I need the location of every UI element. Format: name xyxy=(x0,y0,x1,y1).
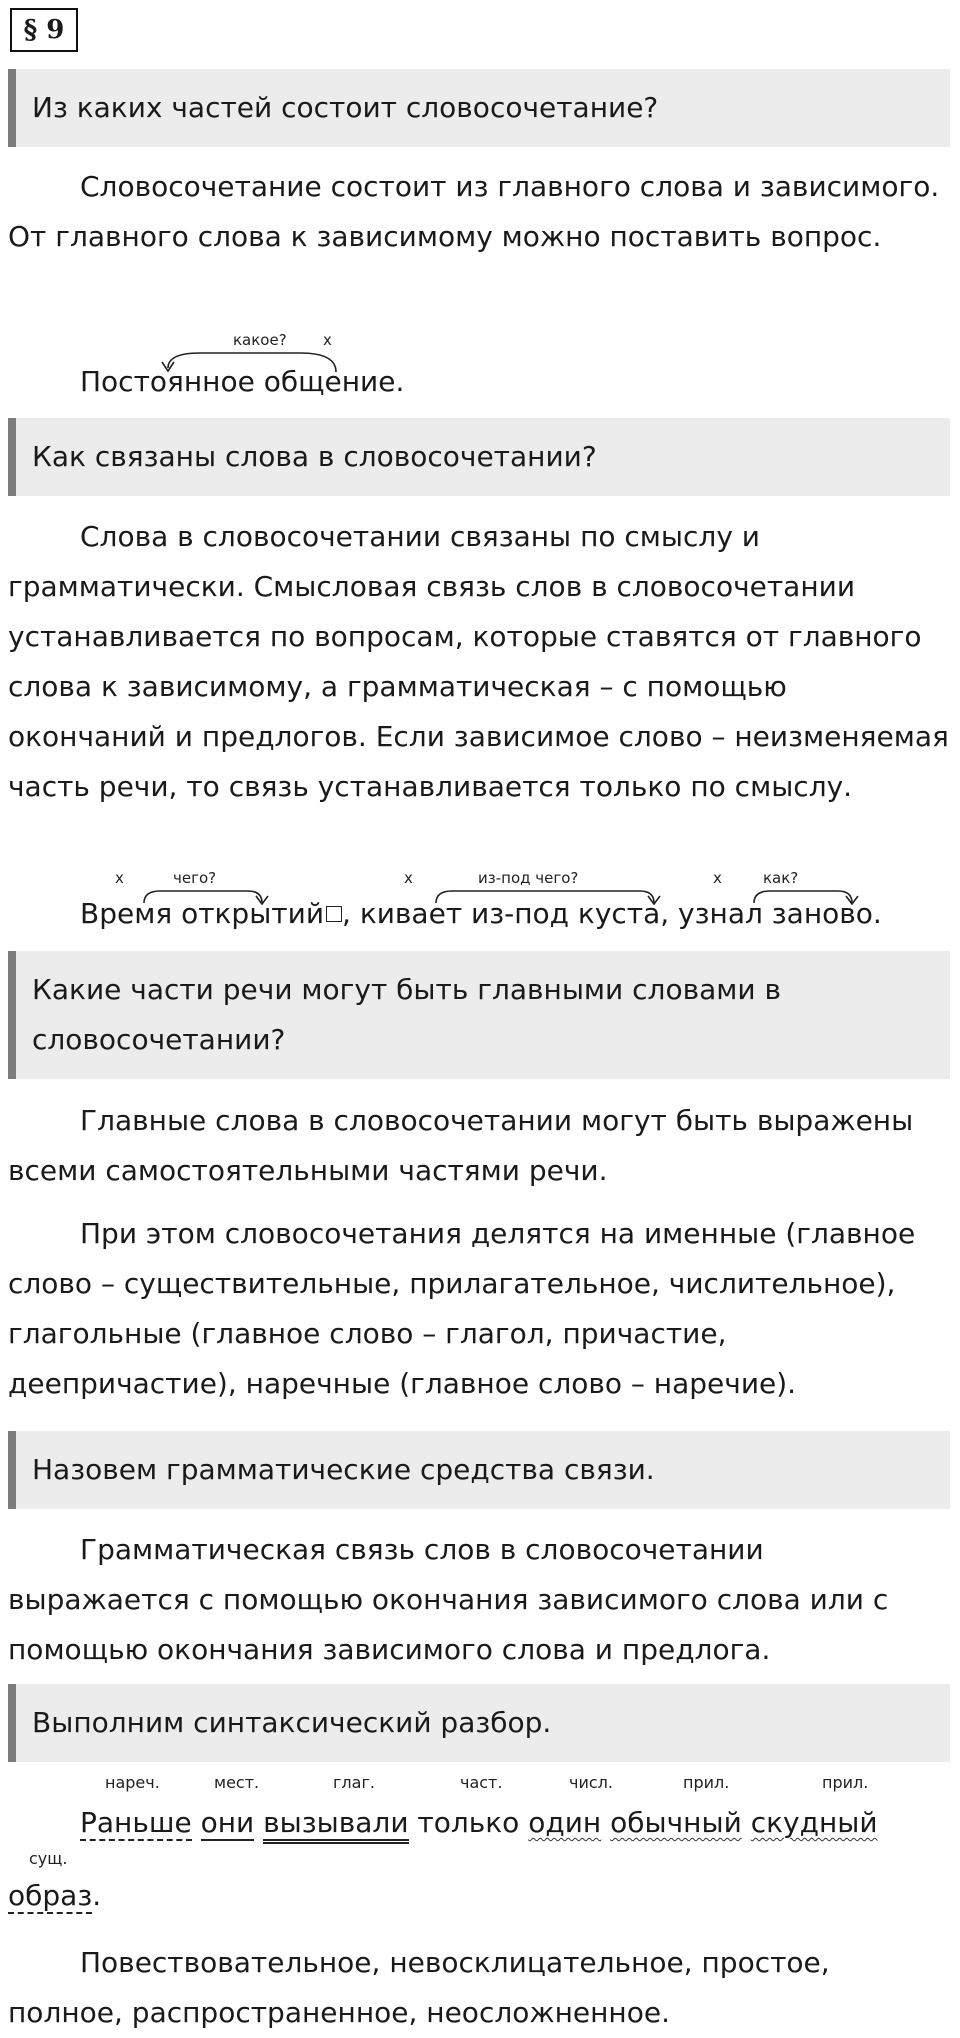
section-badge: § 9 xyxy=(10,8,78,52)
question-bar-3: Какие части речи могут быть главными словами в словосочетании? xyxy=(8,951,950,1079)
sentence-period: . xyxy=(92,1879,102,1912)
answer-4: Грамматическая связь слов в словосочетании выражается с помощью окончания зависимого слова или с помощью окончания зависимого слова и предлога. xyxy=(8,1533,889,1666)
pos-label: част. xyxy=(460,1773,503,1792)
pos-label: мест. xyxy=(214,1773,260,1792)
pos-label: глаг. xyxy=(333,1773,375,1792)
example-1-word-1: Постоянное xyxy=(80,365,255,398)
question-bar-4: Назовем грамматические средства связи. xyxy=(8,1431,950,1509)
example-2-part-1: Время открытий xyxy=(80,897,325,930)
word-attribute-2: обычный xyxy=(610,1806,742,1839)
main-word-mark: х xyxy=(713,869,722,887)
main-word-mark: х xyxy=(115,869,124,887)
pos-label: нареч. xyxy=(105,1773,160,1792)
question-label: чего? xyxy=(173,869,217,887)
question-label: какое? xyxy=(233,331,287,349)
answer-3-paragraph-1: Главные слова в словосочетании могут быть выражены всеми самостоятельными частями речи. xyxy=(8,1104,914,1187)
word-attribute-1: один xyxy=(528,1806,602,1839)
main-word-mark: х xyxy=(323,331,332,349)
answer-2: Слова в словосочетании связаны по смыслу и грамматически. Смысловая связь слов в словосочетании устанавливается по вопросам, которые ставятся от главного слова к зависимому, а грамматическая – с помощью окончаний и предлогов. Если зависимое слово – неизменяемая часть речи, то связь устанавливается только по смыслу. xyxy=(8,520,949,803)
question-label: как? xyxy=(763,869,799,887)
empty-box-icon xyxy=(326,906,342,922)
pos-label: прил. xyxy=(683,1773,730,1792)
question-bar-2: Как связаны слова в словосочетании? xyxy=(8,418,950,496)
word-subject: они xyxy=(200,1806,255,1839)
parse-sentence-line-2 xyxy=(8,1876,101,1916)
pos-label: прил. xyxy=(822,1773,869,1792)
word-object: образ xyxy=(8,1879,93,1912)
example-2 xyxy=(80,894,882,934)
example-2-part-2: , кивает из-под куста, узнал заново. xyxy=(342,897,882,930)
word-particle: только xyxy=(417,1806,520,1839)
parse-conclusion: Повествовательное, невосклицательное, простое, полное, распространенное, неосложненное. xyxy=(8,1946,830,2029)
main-word-mark: х xyxy=(404,869,413,887)
parse-sentence xyxy=(80,1803,878,1843)
word-attribute-3: скудный xyxy=(750,1806,878,1839)
question-label: из-под чего? xyxy=(478,869,579,887)
pos-label: сущ. xyxy=(29,1849,68,1868)
word-predicate: вызывали xyxy=(263,1806,408,1844)
question-bar-5: Выполним синтаксический разбор. xyxy=(8,1684,950,1762)
answer-3-paragraph-2: При этом словосочетания делятся на именные (главное слово – существительные, прилагательное, числительное), глагольные (главное слово – глагол, причастие, деепричастие), наречные (главное слово – наречие). xyxy=(8,1217,916,1400)
example-1-word-2: общение. xyxy=(263,365,405,398)
answer-1: Словосочетание состоит из главного слова и зависимого. От главного слова к зависимому можно поставить вопрос. xyxy=(8,170,940,253)
question-bar-1: Из каких частей состоит словосочетание? xyxy=(8,69,950,147)
pos-label: числ. xyxy=(569,1773,613,1792)
word-adverbial: Раньше xyxy=(80,1806,192,1839)
